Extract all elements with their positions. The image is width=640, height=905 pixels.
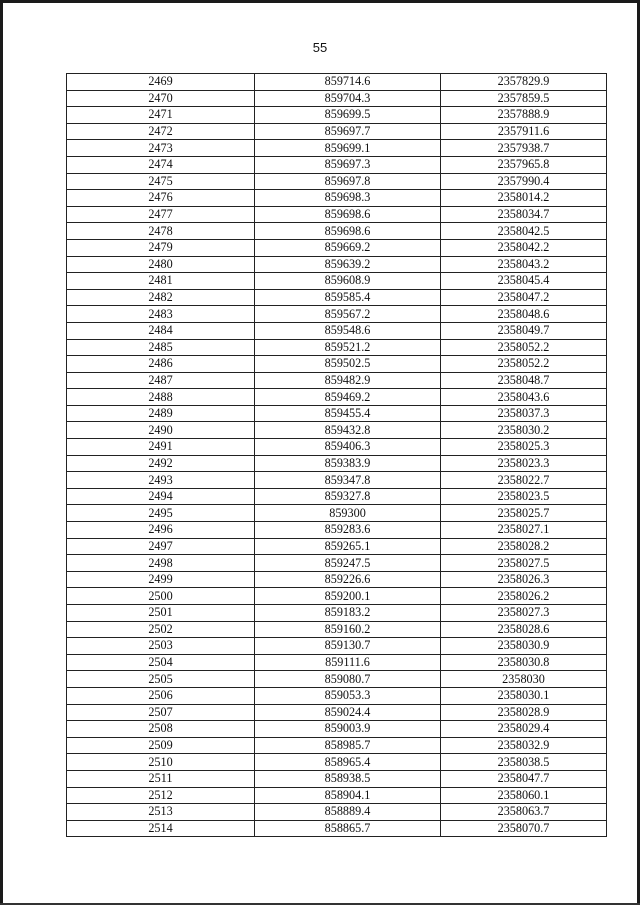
x-coordinate-cell: 859130.7	[255, 638, 441, 655]
table-row	[67, 754, 607, 771]
point-number-cell: 2511	[67, 770, 255, 787]
point-number-cell: 2485	[67, 339, 255, 356]
table-row	[67, 90, 607, 107]
y-coordinate-cell: 2357829.9	[441, 74, 607, 91]
y-coordinate-cell: 2358042.2	[441, 239, 607, 256]
point-number-cell: 2479	[67, 239, 255, 256]
table-row	[67, 621, 607, 638]
x-coordinate-cell: 859585.4	[255, 289, 441, 306]
x-coordinate-cell: 859024.4	[255, 704, 441, 721]
x-coordinate-cell: 859469.2	[255, 389, 441, 406]
table-row	[67, 306, 607, 323]
y-coordinate-cell: 2358043.6	[441, 389, 607, 406]
y-coordinate-cell: 2358030.2	[441, 422, 607, 439]
x-coordinate-cell: 858904.1	[255, 787, 441, 804]
point-number-cell: 2510	[67, 754, 255, 771]
y-coordinate-cell: 2357938.7	[441, 140, 607, 157]
point-number-cell: 2475	[67, 173, 255, 190]
point-number-cell: 2495	[67, 505, 255, 522]
table-row	[67, 770, 607, 787]
y-coordinate-cell: 2358042.5	[441, 223, 607, 240]
table-row	[67, 389, 607, 406]
page-border-top	[0, 0, 640, 3]
table-body	[67, 74, 607, 837]
x-coordinate-cell: 859608.9	[255, 273, 441, 290]
y-coordinate-cell: 2358052.2	[441, 356, 607, 373]
point-number-cell: 2484	[67, 322, 255, 339]
table-row	[67, 156, 607, 173]
point-number-cell: 2478	[67, 223, 255, 240]
y-coordinate-cell: 2357965.8	[441, 156, 607, 173]
table-row	[67, 787, 607, 804]
x-coordinate-cell: 859548.6	[255, 322, 441, 339]
y-coordinate-cell: 2358026.3	[441, 571, 607, 588]
point-number-cell: 2488	[67, 389, 255, 406]
y-coordinate-cell: 2358045.4	[441, 273, 607, 290]
x-coordinate-cell: 859080.7	[255, 671, 441, 688]
table-row	[67, 74, 607, 91]
point-number-cell: 2477	[67, 206, 255, 223]
y-coordinate-cell: 2358047.2	[441, 289, 607, 306]
y-coordinate-cell: 2358027.5	[441, 555, 607, 572]
table-row	[67, 804, 607, 821]
point-number-cell: 2480	[67, 256, 255, 273]
table-row	[67, 505, 607, 522]
x-coordinate-cell: 859698.6	[255, 206, 441, 223]
table-row	[67, 721, 607, 738]
y-coordinate-cell: 2358047.7	[441, 770, 607, 787]
y-coordinate-cell: 2358070.7	[441, 820, 607, 837]
x-coordinate-cell: 859482.9	[255, 372, 441, 389]
x-coordinate-cell: 859111.6	[255, 654, 441, 671]
table-row	[67, 538, 607, 555]
point-number-cell: 2486	[67, 356, 255, 373]
point-number-cell: 2471	[67, 107, 255, 124]
table-row	[67, 737, 607, 754]
x-coordinate-cell: 859327.8	[255, 488, 441, 505]
table-row	[67, 488, 607, 505]
table-row	[67, 140, 607, 157]
point-number-cell: 2469	[67, 74, 255, 91]
x-coordinate-cell: 859699.5	[255, 107, 441, 124]
y-coordinate-cell: 2357888.9	[441, 107, 607, 124]
x-coordinate-cell: 859698.6	[255, 223, 441, 240]
x-coordinate-cell: 859698.3	[255, 190, 441, 207]
point-number-cell: 2500	[67, 588, 255, 605]
x-coordinate-cell: 859639.2	[255, 256, 441, 273]
y-coordinate-cell: 2358028.9	[441, 704, 607, 721]
table-row	[67, 687, 607, 704]
y-coordinate-cell: 2358038.5	[441, 754, 607, 771]
point-number-cell: 2509	[67, 737, 255, 754]
page-border-left	[0, 0, 3, 905]
point-number-cell: 2490	[67, 422, 255, 439]
point-number-cell: 2493	[67, 472, 255, 489]
y-coordinate-cell: 2358030.9	[441, 638, 607, 655]
point-number-cell: 2502	[67, 621, 255, 638]
x-coordinate-cell: 859697.7	[255, 123, 441, 140]
x-coordinate-cell: 859383.9	[255, 455, 441, 472]
point-number-cell: 2491	[67, 439, 255, 456]
y-coordinate-cell: 2358030	[441, 671, 607, 688]
x-coordinate-cell: 859697.8	[255, 173, 441, 190]
y-coordinate-cell: 2358032.9	[441, 737, 607, 754]
y-coordinate-cell: 2358025.3	[441, 439, 607, 456]
y-coordinate-cell: 2358049.7	[441, 322, 607, 339]
y-coordinate-cell: 2358060.1	[441, 787, 607, 804]
point-number-cell: 2507	[67, 704, 255, 721]
x-coordinate-cell: 859226.6	[255, 571, 441, 588]
table-row	[67, 555, 607, 572]
table-row	[67, 522, 607, 539]
table-row	[67, 405, 607, 422]
table-row	[67, 571, 607, 588]
x-coordinate-cell: 858889.4	[255, 804, 441, 821]
point-number-cell: 2496	[67, 522, 255, 539]
table-row	[67, 107, 607, 124]
y-coordinate-cell: 2358023.3	[441, 455, 607, 472]
y-coordinate-cell: 2358034.7	[441, 206, 607, 223]
table-row	[67, 654, 607, 671]
y-coordinate-cell: 2358043.2	[441, 256, 607, 273]
x-coordinate-cell: 859455.4	[255, 405, 441, 422]
x-coordinate-cell: 858985.7	[255, 737, 441, 754]
table-row	[67, 206, 607, 223]
point-number-cell: 2504	[67, 654, 255, 671]
table-row	[67, 273, 607, 290]
x-coordinate-cell: 859053.3	[255, 687, 441, 704]
point-number-cell: 2501	[67, 605, 255, 622]
x-coordinate-cell: 859300	[255, 505, 441, 522]
table-row	[67, 638, 607, 655]
table-row	[67, 820, 607, 837]
y-coordinate-cell: 2358048.7	[441, 372, 607, 389]
y-coordinate-cell: 2358023.5	[441, 488, 607, 505]
x-coordinate-cell: 859406.3	[255, 439, 441, 456]
table-row	[67, 239, 607, 256]
y-coordinate-cell: 2358063.7	[441, 804, 607, 821]
point-number-cell: 2503	[67, 638, 255, 655]
point-number-cell: 2492	[67, 455, 255, 472]
point-number-cell: 2494	[67, 488, 255, 505]
y-coordinate-cell: 2358022.7	[441, 472, 607, 489]
table-row	[67, 223, 607, 240]
y-coordinate-cell: 2358030.1	[441, 687, 607, 704]
table-row	[67, 190, 607, 207]
coordinates-table	[66, 73, 607, 837]
x-coordinate-cell: 859347.8	[255, 472, 441, 489]
point-number-cell: 2470	[67, 90, 255, 107]
table-row	[67, 289, 607, 306]
x-coordinate-cell: 859704.3	[255, 90, 441, 107]
y-coordinate-cell: 2358052.2	[441, 339, 607, 356]
y-coordinate-cell: 2358029.4	[441, 721, 607, 738]
x-coordinate-cell: 859265.1	[255, 538, 441, 555]
x-coordinate-cell: 859183.2	[255, 605, 441, 622]
point-number-cell: 2481	[67, 273, 255, 290]
table-row	[67, 439, 607, 456]
x-coordinate-cell: 859200.1	[255, 588, 441, 605]
point-number-cell: 2483	[67, 306, 255, 323]
table-row	[67, 256, 607, 273]
point-number-cell: 2472	[67, 123, 255, 140]
y-coordinate-cell: 2358027.1	[441, 522, 607, 539]
table-row	[67, 455, 607, 472]
point-number-cell: 2499	[67, 571, 255, 588]
point-number-cell: 2482	[67, 289, 255, 306]
point-number-cell: 2513	[67, 804, 255, 821]
table-row	[67, 356, 607, 373]
point-number-cell: 2514	[67, 820, 255, 837]
x-coordinate-cell: 858938.5	[255, 770, 441, 787]
table-row	[67, 671, 607, 688]
x-coordinate-cell: 859283.6	[255, 522, 441, 539]
point-number-cell: 2487	[67, 372, 255, 389]
y-coordinate-cell: 2358037.3	[441, 405, 607, 422]
y-coordinate-cell: 2357859.5	[441, 90, 607, 107]
table-row	[67, 339, 607, 356]
y-coordinate-cell: 2358025.7	[441, 505, 607, 522]
point-number-cell: 2476	[67, 190, 255, 207]
x-coordinate-cell: 859160.2	[255, 621, 441, 638]
table-row	[67, 372, 607, 389]
point-number-cell: 2489	[67, 405, 255, 422]
table-row	[67, 472, 607, 489]
page-number: 55	[312, 40, 328, 55]
point-number-cell: 2498	[67, 555, 255, 572]
point-number-cell: 2497	[67, 538, 255, 555]
x-coordinate-cell: 858965.4	[255, 754, 441, 771]
x-coordinate-cell: 859567.2	[255, 306, 441, 323]
point-number-cell: 2474	[67, 156, 255, 173]
x-coordinate-cell: 859247.5	[255, 555, 441, 572]
point-number-cell: 2505	[67, 671, 255, 688]
x-coordinate-cell: 858865.7	[255, 820, 441, 837]
y-coordinate-cell: 2358027.3	[441, 605, 607, 622]
x-coordinate-cell: 859714.6	[255, 74, 441, 91]
x-coordinate-cell: 859432.8	[255, 422, 441, 439]
y-coordinate-cell: 2358030.8	[441, 654, 607, 671]
x-coordinate-cell: 859697.3	[255, 156, 441, 173]
y-coordinate-cell: 2357990.4	[441, 173, 607, 190]
table-row	[67, 173, 607, 190]
x-coordinate-cell: 859669.2	[255, 239, 441, 256]
point-number-cell: 2506	[67, 687, 255, 704]
x-coordinate-cell: 859003.9	[255, 721, 441, 738]
y-coordinate-cell: 2358048.6	[441, 306, 607, 323]
point-number-cell: 2508	[67, 721, 255, 738]
table-row	[67, 322, 607, 339]
y-coordinate-cell: 2358026.2	[441, 588, 607, 605]
x-coordinate-cell: 859521.2	[255, 339, 441, 356]
x-coordinate-cell: 859502.5	[255, 356, 441, 373]
y-coordinate-cell: 2358028.6	[441, 621, 607, 638]
y-coordinate-cell: 2357911.6	[441, 123, 607, 140]
table-row	[67, 123, 607, 140]
table-row	[67, 588, 607, 605]
table-row	[67, 704, 607, 721]
point-number-cell: 2512	[67, 787, 255, 804]
point-number-cell: 2473	[67, 140, 255, 157]
table-row	[67, 605, 607, 622]
y-coordinate-cell: 2358014.2	[441, 190, 607, 207]
table-row	[67, 422, 607, 439]
x-coordinate-cell: 859699.1	[255, 140, 441, 157]
y-coordinate-cell: 2358028.2	[441, 538, 607, 555]
